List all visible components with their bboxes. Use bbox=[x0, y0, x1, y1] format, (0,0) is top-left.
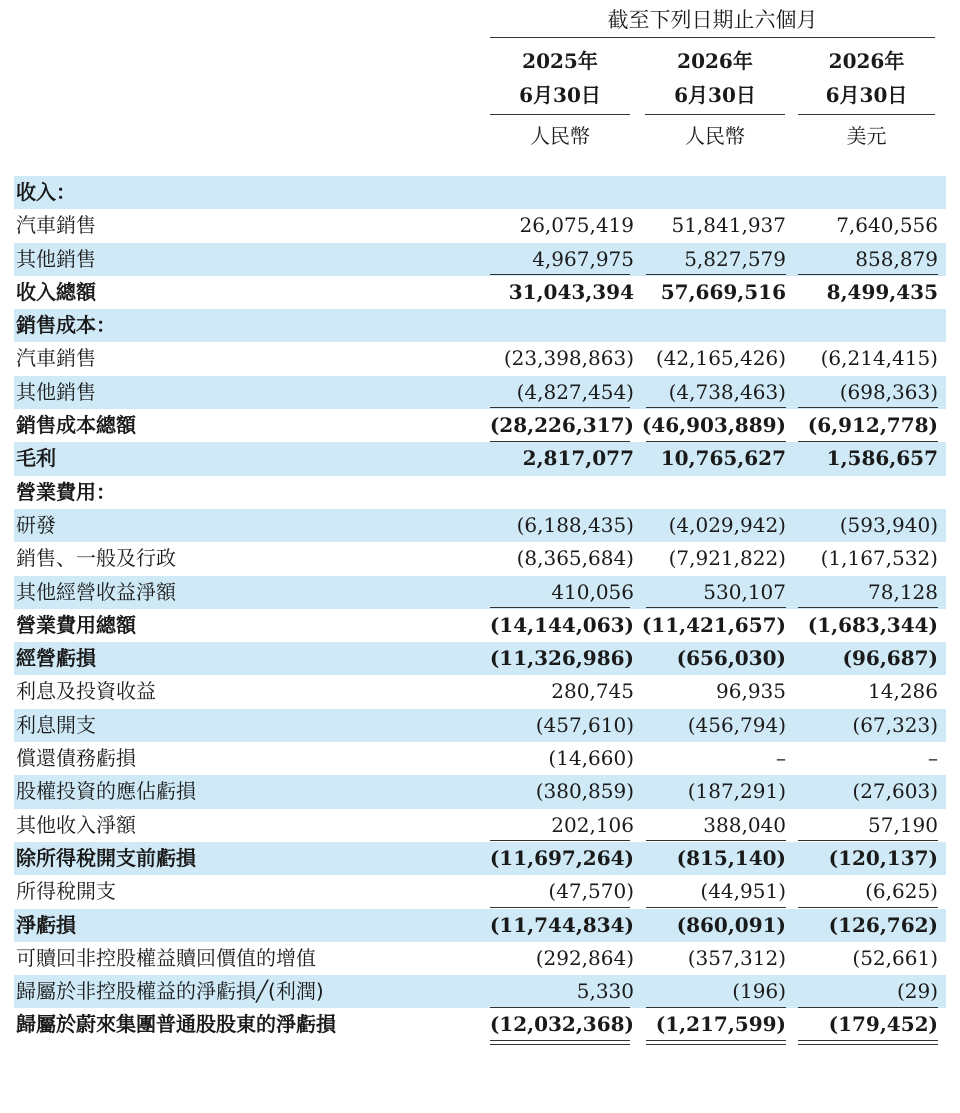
row-value-col-1: (11,326,986) bbox=[489, 646, 634, 671]
row-label: 銷售、一般及行政 bbox=[16, 546, 176, 571]
row-value-col-1: 26,075,419 bbox=[519, 213, 634, 238]
row-value-col-3: (96,687) bbox=[842, 646, 938, 671]
table-row bbox=[14, 609, 946, 642]
row-value-col-3: 14,286 bbox=[868, 679, 938, 704]
table-row bbox=[14, 709, 946, 742]
row-value-col-1: (23,398,863) bbox=[503, 346, 634, 371]
row-value-col-2: (44,951) bbox=[700, 879, 786, 904]
row-value-col-3: 8,499,435 bbox=[826, 279, 938, 304]
row-value-col-1: (14,144,063) bbox=[489, 612, 634, 637]
row-label: 淨虧損 bbox=[16, 912, 76, 937]
row-value-col-1: 5,330 bbox=[576, 979, 634, 1004]
row-value-col-2: (1,217,599) bbox=[655, 1012, 786, 1037]
row-value-col-2: (46,903,889) bbox=[641, 413, 786, 438]
row-value-col-2: 388,040 bbox=[703, 812, 786, 837]
row-label: 收入總額 bbox=[16, 279, 96, 304]
table-row bbox=[14, 775, 946, 808]
column-year: 2026年 bbox=[828, 49, 905, 73]
row-label: 利息開支 bbox=[16, 712, 96, 737]
row-value-col-1: 280,745 bbox=[551, 679, 634, 704]
row-value-col-3: (179,452) bbox=[828, 1012, 938, 1037]
row-value-col-2: (860,091) bbox=[676, 912, 786, 937]
period-rule bbox=[490, 37, 935, 38]
row-value-col-2: (11,421,657) bbox=[641, 612, 786, 637]
row-value-col-2: 51,841,937 bbox=[671, 213, 786, 238]
row-value-col-1: (292,864) bbox=[535, 945, 634, 970]
column-date: 6月30日 bbox=[519, 83, 601, 107]
row-value-col-1: (8,365,684) bbox=[516, 546, 634, 571]
row-value-col-2: 5,827,579 bbox=[684, 246, 786, 271]
row-label: 經營虧損 bbox=[16, 646, 96, 671]
row-value-col-2: (7,921,822) bbox=[668, 546, 786, 571]
row-value-col-1: (14,660) bbox=[548, 746, 634, 771]
column-year: 2025年 bbox=[522, 49, 598, 73]
row-label: 營業費用總額 bbox=[16, 612, 136, 637]
column-header-2026-usd bbox=[798, 44, 935, 153]
row-value-col-1: (6,188,435) bbox=[516, 512, 634, 537]
column-currency: 人民幣 bbox=[530, 124, 590, 148]
row-label: 營業費用： bbox=[16, 479, 116, 504]
table-row bbox=[14, 809, 946, 842]
row-value-col-3: (6,912,778) bbox=[807, 413, 938, 438]
row-value-col-3: (1,167,532) bbox=[820, 546, 938, 571]
row-value-col-3: 1,586,657 bbox=[826, 446, 938, 471]
column-date: 6月30日 bbox=[825, 83, 908, 107]
row-value-col-1: (4,827,454) bbox=[516, 379, 634, 404]
statement-rows bbox=[14, 176, 946, 1042]
row-value-col-3: 858,879 bbox=[855, 246, 938, 271]
row-value-col-1: (457,610) bbox=[535, 712, 634, 737]
column-header-2025-rmb bbox=[490, 44, 630, 153]
row-label: 利息及投資收益 bbox=[16, 679, 156, 704]
column-currency: 美元 bbox=[846, 124, 887, 148]
column-currency: 人民幣 bbox=[685, 124, 745, 148]
table-row bbox=[14, 276, 946, 309]
double-underline bbox=[646, 1040, 786, 1041]
row-value-col-2: (4,738,463) bbox=[668, 379, 786, 404]
row-label: 銷售成本： bbox=[16, 313, 116, 338]
row-label: 所得稅開支 bbox=[16, 879, 116, 904]
double-underline bbox=[798, 1040, 938, 1041]
table-row bbox=[14, 409, 946, 442]
table-row bbox=[14, 576, 946, 609]
row-value-col-2: (42,165,426) bbox=[655, 346, 786, 371]
row-value-col-1: (12,032,368) bbox=[489, 1012, 634, 1037]
row-value-col-2: – bbox=[776, 746, 786, 771]
row-label: 汽車銷售 bbox=[16, 213, 96, 238]
column-rule bbox=[798, 114, 935, 115]
row-value-col-3: (29) bbox=[896, 979, 938, 1004]
row-value-col-1: (47,570) bbox=[548, 879, 634, 904]
row-value-col-2: (815,140) bbox=[676, 845, 786, 870]
row-value-col-3: (67,323) bbox=[852, 712, 938, 737]
row-value-col-3: (120,137) bbox=[828, 845, 938, 870]
table-row bbox=[14, 376, 946, 409]
table-row bbox=[14, 476, 946, 509]
row-value-col-3: 7,640,556 bbox=[836, 213, 938, 238]
row-label: 汽車銷售 bbox=[16, 346, 96, 371]
table-row bbox=[14, 309, 946, 342]
row-label: 可贖回非控股權益贖回價值的增值 bbox=[16, 945, 316, 970]
row-value-col-3: (593,940) bbox=[839, 512, 938, 537]
table-row bbox=[14, 209, 946, 242]
table-row bbox=[14, 875, 946, 908]
row-label: 償還債務虧損 bbox=[16, 746, 136, 771]
table-row bbox=[14, 509, 946, 542]
row-value-col-3: (52,661) bbox=[852, 945, 938, 970]
column-header-2026-rmb bbox=[645, 44, 785, 153]
table-row bbox=[14, 642, 946, 675]
row-value-col-2: (4,029,942) bbox=[668, 512, 786, 537]
row-label: 收入： bbox=[16, 180, 76, 204]
row-value-col-1: 4,967,975 bbox=[532, 246, 634, 271]
table-row bbox=[14, 909, 946, 942]
column-rule bbox=[490, 114, 630, 115]
table-row bbox=[14, 243, 946, 276]
row-label: 除所得稅開支前虧損 bbox=[16, 845, 196, 870]
table-row bbox=[14, 842, 946, 875]
row-value-col-3: (6,214,415) bbox=[820, 346, 938, 371]
row-value-col-3: (27,603) bbox=[852, 779, 938, 804]
table-row bbox=[14, 342, 946, 375]
row-value-col-2: 10,765,627 bbox=[660, 446, 786, 471]
row-value-col-1: (11,697,264) bbox=[489, 845, 634, 870]
period-heading: 截至下列日期止六個月 bbox=[607, 8, 818, 32]
row-value-col-2: 57,669,516 bbox=[660, 279, 786, 304]
row-value-col-2: (656,030) bbox=[676, 646, 786, 671]
double-underline bbox=[490, 1040, 630, 1041]
row-value-col-1: (28,226,317) bbox=[489, 413, 634, 438]
row-label: 歸屬於蔚來集團普通股股東的淨虧損 bbox=[16, 1012, 336, 1037]
column-rule bbox=[645, 114, 785, 115]
table-row bbox=[14, 975, 946, 1008]
table-row bbox=[14, 742, 946, 775]
row-value-col-3: (6,625) bbox=[865, 879, 938, 904]
row-value-col-2: 530,107 bbox=[703, 579, 786, 604]
table-row bbox=[14, 176, 946, 209]
column-date: 6月30日 bbox=[674, 83, 756, 107]
row-value-col-3: 78,128 bbox=[868, 579, 938, 604]
row-value-col-3: 57,190 bbox=[868, 812, 938, 837]
table-row bbox=[14, 675, 946, 708]
row-value-col-3: – bbox=[928, 746, 938, 771]
column-year: 2026年 bbox=[677, 49, 753, 73]
row-value-col-1: 2,817,077 bbox=[522, 446, 634, 471]
table-row bbox=[14, 542, 946, 575]
row-value-col-1: 31,043,394 bbox=[508, 279, 634, 304]
row-label: 其他經營收益淨額 bbox=[16, 579, 176, 604]
row-value-col-2: (357,312) bbox=[687, 945, 786, 970]
row-label: 研發 bbox=[16, 512, 56, 537]
row-label: 其他銷售 bbox=[16, 246, 96, 271]
row-value-col-1: 410,056 bbox=[551, 579, 634, 604]
row-label: 歸屬於非控股權益的淨虧損╱(利潤) bbox=[16, 979, 324, 1004]
row-value-col-3: (126,762) bbox=[828, 912, 938, 937]
row-value-col-2: (196) bbox=[732, 979, 786, 1004]
row-label: 其他銷售 bbox=[16, 379, 96, 404]
row-value-col-1: 202,106 bbox=[551, 812, 634, 837]
row-value-col-2: (456,794) bbox=[687, 712, 786, 737]
row-label: 股權投資的應佔虧損 bbox=[16, 779, 196, 804]
row-value-col-3: (1,683,344) bbox=[807, 612, 938, 637]
table-row bbox=[14, 442, 946, 475]
row-value-col-1: (11,744,834) bbox=[489, 912, 634, 937]
row-value-col-2: 96,935 bbox=[716, 679, 786, 704]
row-value-col-3: (698,363) bbox=[839, 379, 938, 404]
row-value-col-1: (380,859) bbox=[535, 779, 634, 804]
row-label: 其他收入淨額 bbox=[16, 812, 136, 837]
table-row bbox=[14, 942, 946, 975]
row-value-col-2: (187,291) bbox=[687, 779, 786, 804]
table-row bbox=[14, 1008, 946, 1041]
row-label: 銷售成本總額 bbox=[16, 413, 136, 438]
row-label: 毛利 bbox=[16, 446, 56, 471]
